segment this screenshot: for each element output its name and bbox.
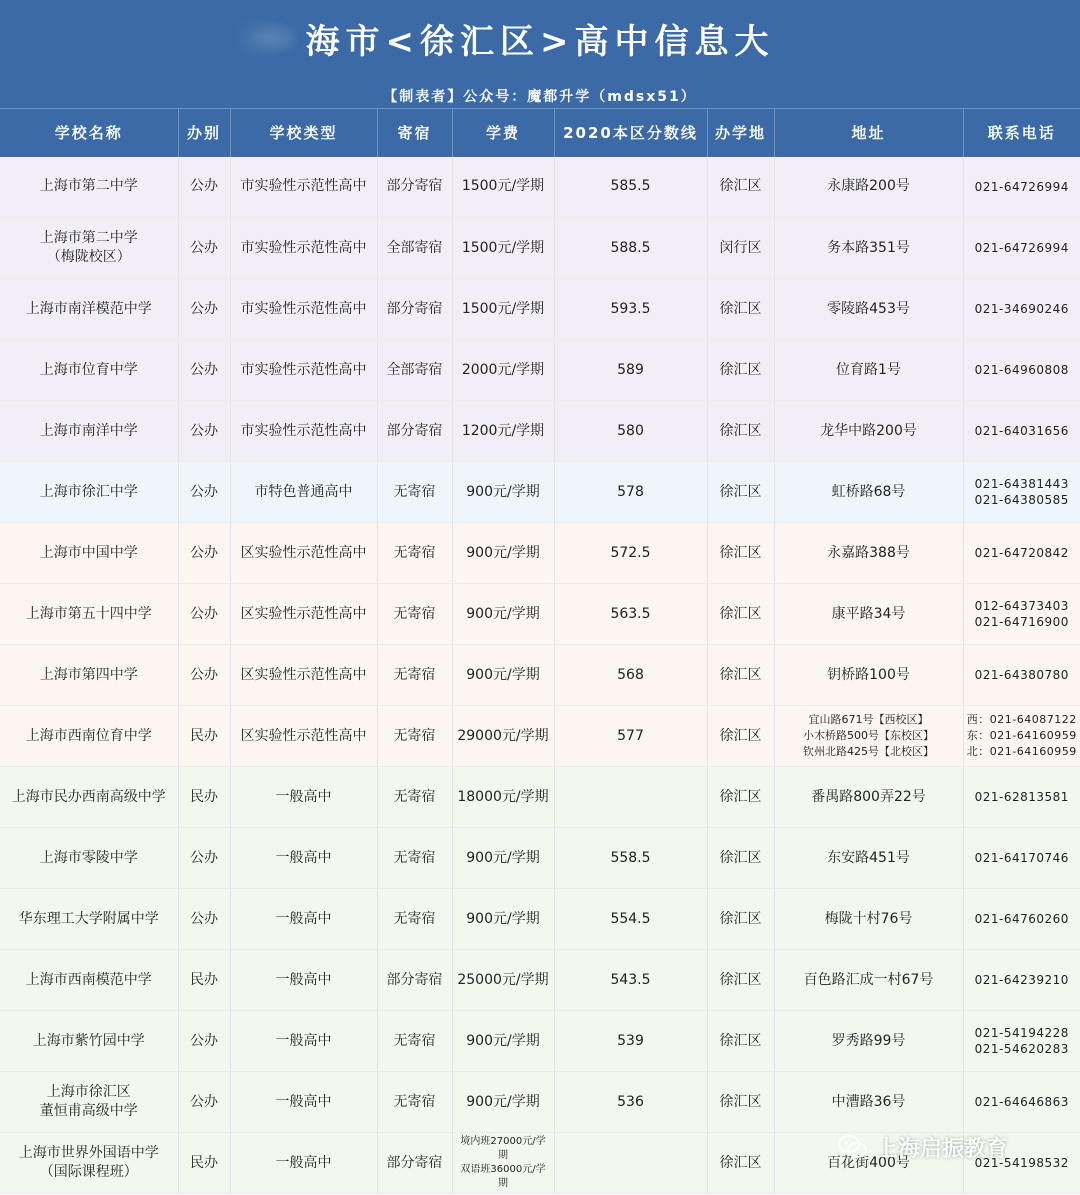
phone-cell: 021-64381443 021-64380585 bbox=[963, 462, 1080, 523]
phone-cell: 021-64380780 bbox=[963, 645, 1080, 706]
tuition-cell: 900元/学期 bbox=[452, 1072, 554, 1133]
address-cell: 零陵路453号 bbox=[774, 279, 963, 340]
ownership-cell: 公办 bbox=[178, 462, 230, 523]
tuition-cell: 1500元/学期 bbox=[452, 218, 554, 279]
boarding-cell: 无寄宿 bbox=[377, 523, 452, 584]
ownership-cell: 公办 bbox=[178, 828, 230, 889]
ownership-cell: 公办 bbox=[178, 584, 230, 645]
watermark-text: 上海启振教育 bbox=[876, 1136, 1009, 1162]
location-cell: 徐汇区 bbox=[707, 889, 774, 950]
ownership-cell: 公办 bbox=[178, 1011, 230, 1072]
location-cell: 徐汇区 bbox=[707, 523, 774, 584]
cutoff-score-cell: 563.5 bbox=[554, 584, 707, 645]
ownership-cell: 公办 bbox=[178, 218, 230, 279]
column-header-tuition: 学费 bbox=[452, 109, 554, 157]
school-type-cell: 一般高中 bbox=[230, 1133, 377, 1194]
location-cell: 徐汇区 bbox=[707, 1133, 774, 1194]
location-cell: 徐汇区 bbox=[707, 767, 774, 828]
boarding-cell: 部分寄宿 bbox=[377, 279, 452, 340]
column-header-school-type: 学校类型 bbox=[230, 109, 377, 157]
phone-cell: 021-54194228 021-54620283 bbox=[963, 1011, 1080, 1072]
address-cell: 东安路451号 bbox=[774, 828, 963, 889]
school-type-cell: 区实验性示范性高中 bbox=[230, 645, 377, 706]
table-row bbox=[0, 584, 1080, 645]
column-header-boarding: 寄宿 bbox=[377, 109, 452, 157]
address-cell: 梅陇十村76号 bbox=[774, 889, 963, 950]
school-type-cell: 市实验性示范性高中 bbox=[230, 218, 377, 279]
table-row bbox=[0, 523, 1080, 584]
cutoff-score-cell: 585.5 bbox=[554, 157, 707, 218]
location-cell: 徐汇区 bbox=[707, 1011, 774, 1072]
location-cell: 徐汇区 bbox=[707, 340, 774, 401]
school-name-cell: 上海市第二中学 bbox=[0, 157, 178, 218]
boarding-cell: 无寄宿 bbox=[377, 645, 452, 706]
phone-cell: 021-64726994 bbox=[963, 218, 1080, 279]
address-cell: 龙华中路200号 bbox=[774, 401, 963, 462]
school-info-table bbox=[0, 108, 1080, 1194]
table-row bbox=[0, 950, 1080, 1011]
column-header-school-name: 学校名称 bbox=[0, 109, 178, 157]
table-row bbox=[0, 279, 1080, 340]
table-row bbox=[0, 706, 1080, 767]
tuition-cell: 1500元/学期 bbox=[452, 279, 554, 340]
ownership-cell: 公办 bbox=[178, 645, 230, 706]
ownership-cell: 民办 bbox=[178, 1133, 230, 1194]
school-name-cell: 上海市世界外国语中学 （国际课程班） bbox=[0, 1133, 178, 1194]
table-row bbox=[0, 889, 1080, 950]
school-name-cell: 华东理工大学附属中学 bbox=[0, 889, 178, 950]
address-cell: 宜山路671号【西校区】 小木桥路500号【东校区】 钦州北路425号【北校区】 bbox=[774, 706, 963, 767]
school-type-cell: 区实验性示范性高中 bbox=[230, 523, 377, 584]
table-row bbox=[0, 218, 1080, 279]
location-cell: 徐汇区 bbox=[707, 645, 774, 706]
tuition-cell: 1500元/学期 bbox=[452, 157, 554, 218]
ownership-cell: 公办 bbox=[178, 523, 230, 584]
school-name-cell: 上海市南洋模范中学 bbox=[0, 279, 178, 340]
boarding-cell: 无寄宿 bbox=[377, 828, 452, 889]
ownership-cell: 公办 bbox=[178, 1072, 230, 1133]
ownership-cell: 公办 bbox=[178, 401, 230, 462]
cutoff-score-cell: 536 bbox=[554, 1072, 707, 1133]
wechat-icon bbox=[838, 1134, 868, 1160]
cutoff-score-cell: 578 bbox=[554, 462, 707, 523]
school-type-cell: 区实验性示范性高中 bbox=[230, 706, 377, 767]
tuition-cell: 1200元/学期 bbox=[452, 401, 554, 462]
phone-cell: 012-64373403 021-64716900 bbox=[963, 584, 1080, 645]
phone-cell: 021-64720842 bbox=[963, 523, 1080, 584]
school-type-cell: 一般高中 bbox=[230, 767, 377, 828]
tuition-cell: 2000元/学期 bbox=[452, 340, 554, 401]
table-row bbox=[0, 157, 1080, 218]
cutoff-score-cell: 543.5 bbox=[554, 950, 707, 1011]
location-cell: 徐汇区 bbox=[707, 1072, 774, 1133]
phone-cell: 021-64170746 bbox=[963, 828, 1080, 889]
table-header-banner bbox=[0, 0, 1080, 108]
table-author-credit: 【制表者】公众号：魔都升学（mdsx51） bbox=[383, 89, 697, 105]
school-type-cell: 一般高中 bbox=[230, 889, 377, 950]
cutoff-score-cell: 558.5 bbox=[554, 828, 707, 889]
cutoff-score-cell bbox=[554, 1133, 707, 1194]
cutoff-score-cell bbox=[554, 767, 707, 828]
tuition-cell: 25000元/学期 bbox=[452, 950, 554, 1011]
column-header-ownership: 办别 bbox=[178, 109, 230, 157]
tuition-cell: 18000元/学期 bbox=[452, 767, 554, 828]
ownership-cell: 公办 bbox=[178, 889, 230, 950]
ownership-cell: 公办 bbox=[178, 157, 230, 218]
column-header-phone: 联系电话 bbox=[963, 109, 1080, 157]
boarding-cell: 全部寄宿 bbox=[377, 340, 452, 401]
school-type-cell: 市实验性示范性高中 bbox=[230, 279, 377, 340]
boarding-cell: 无寄宿 bbox=[377, 1072, 452, 1133]
phone-cell: 021-64646863 bbox=[963, 1072, 1080, 1133]
table-row bbox=[0, 1072, 1080, 1133]
cutoff-score-cell: 539 bbox=[554, 1011, 707, 1072]
tuition-cell: 900元/学期 bbox=[452, 462, 554, 523]
school-name-cell: 上海市民办西南高级中学 bbox=[0, 767, 178, 828]
school-type-cell: 市特色普通高中 bbox=[230, 462, 377, 523]
column-header-location: 办学地 bbox=[707, 109, 774, 157]
table-row bbox=[0, 645, 1080, 706]
location-cell: 徐汇区 bbox=[707, 462, 774, 523]
tuition-cell: 900元/学期 bbox=[452, 523, 554, 584]
location-cell: 闵行区 bbox=[707, 218, 774, 279]
school-name-cell: 上海市第五十四中学 bbox=[0, 584, 178, 645]
location-cell: 徐汇区 bbox=[707, 157, 774, 218]
school-type-cell: 市实验性示范性高中 bbox=[230, 157, 377, 218]
location-cell: 徐汇区 bbox=[707, 706, 774, 767]
tuition-cell: 29000元/学期 bbox=[452, 706, 554, 767]
table-row bbox=[0, 401, 1080, 462]
cutoff-score-cell: 588.5 bbox=[554, 218, 707, 279]
phone-cell: 021-64031656 bbox=[963, 401, 1080, 462]
school-name-cell: 上海市徐汇区 董恒甫高级中学 bbox=[0, 1072, 178, 1133]
address-cell: 康平路34号 bbox=[774, 584, 963, 645]
address-cell: 罗秀路99号 bbox=[774, 1011, 963, 1072]
cutoff-score-cell: 577 bbox=[554, 706, 707, 767]
cutoff-score-cell: 572.5 bbox=[554, 523, 707, 584]
school-type-cell: 区实验性示范性高中 bbox=[230, 584, 377, 645]
school-name-cell: 上海市南洋中学 bbox=[0, 401, 178, 462]
phone-cell: 021-64960808 bbox=[963, 340, 1080, 401]
phone-cell: 西：021-64087122 东：021-64160959 北：021-64160959 bbox=[963, 706, 1080, 767]
ownership-cell: 民办 bbox=[178, 950, 230, 1011]
school-type-cell: 一般高中 bbox=[230, 1072, 377, 1133]
address-cell: 虹桥路68号 bbox=[774, 462, 963, 523]
school-name-cell: 上海市第四中学 bbox=[0, 645, 178, 706]
school-type-cell: 市实验性示范性高中 bbox=[230, 340, 377, 401]
school-name-cell: 上海市西南模范中学 bbox=[0, 950, 178, 1011]
school-type-cell: 一般高中 bbox=[230, 828, 377, 889]
ownership-cell: 民办 bbox=[178, 767, 230, 828]
phone-cell: 021-62813581 bbox=[963, 767, 1080, 828]
ownership-cell: 公办 bbox=[178, 340, 230, 401]
boarding-cell: 无寄宿 bbox=[377, 889, 452, 950]
cutoff-score-cell: 593.5 bbox=[554, 279, 707, 340]
tuition-cell: 900元/学期 bbox=[452, 828, 554, 889]
cutoff-score-cell: 554.5 bbox=[554, 889, 707, 950]
address-cell: 番禺路800弄22号 bbox=[774, 767, 963, 828]
tuition-cell: 900元/学期 bbox=[452, 889, 554, 950]
address-cell: 钥桥路100号 bbox=[774, 645, 963, 706]
phone-cell: 021-34690246 bbox=[963, 279, 1080, 340]
boarding-cell: 无寄宿 bbox=[377, 584, 452, 645]
boarding-cell: 部分寄宿 bbox=[377, 157, 452, 218]
boarding-cell: 无寄宿 bbox=[377, 1011, 452, 1072]
cutoff-score-cell: 568 bbox=[554, 645, 707, 706]
location-cell: 徐汇区 bbox=[707, 401, 774, 462]
location-cell: 徐汇区 bbox=[707, 828, 774, 889]
tuition-cell: 900元/学期 bbox=[452, 584, 554, 645]
table-row bbox=[0, 462, 1080, 523]
boarding-cell: 部分寄宿 bbox=[377, 401, 452, 462]
school-name-cell: 上海市中国中学 bbox=[0, 523, 178, 584]
table-row bbox=[0, 340, 1080, 401]
phone-cell: 021-54198532 bbox=[963, 1133, 1080, 1194]
address-cell: 务本路351号 bbox=[774, 218, 963, 279]
page-title: 海市<徐汇区>高中信息大 bbox=[305, 22, 775, 62]
table-row bbox=[0, 1011, 1080, 1072]
phone-cell: 021-64726994 bbox=[963, 157, 1080, 218]
school-name-cell: 上海市第二中学 （梅陇校区） bbox=[0, 218, 178, 279]
location-cell: 徐汇区 bbox=[707, 950, 774, 1011]
phone-cell: 021-64760260 bbox=[963, 889, 1080, 950]
school-name-cell: 上海市位育中学 bbox=[0, 340, 178, 401]
boarding-cell: 无寄宿 bbox=[377, 767, 452, 828]
cutoff-score-cell: 580 bbox=[554, 401, 707, 462]
school-type-cell: 一般高中 bbox=[230, 1011, 377, 1072]
table-row bbox=[0, 828, 1080, 889]
ownership-cell: 民办 bbox=[178, 706, 230, 767]
cutoff-score-cell: 589 bbox=[554, 340, 707, 401]
school-name-cell: 上海市西南位育中学 bbox=[0, 706, 178, 767]
address-cell: 百花街400号 bbox=[774, 1133, 963, 1194]
table-header-row bbox=[0, 109, 1080, 157]
address-cell: 百色路汇成一村67号 bbox=[774, 950, 963, 1011]
address-cell: 位育路1号 bbox=[774, 340, 963, 401]
table-row bbox=[0, 767, 1080, 828]
watermark bbox=[838, 1130, 1008, 1164]
address-cell: 永嘉路388号 bbox=[774, 523, 963, 584]
column-header-address: 地址 bbox=[774, 109, 963, 157]
address-cell: 中漕路36号 bbox=[774, 1072, 963, 1133]
boarding-cell: 无寄宿 bbox=[377, 462, 452, 523]
column-header-cutoff-score: 2020本区分数线 bbox=[554, 109, 707, 157]
ownership-cell: 公办 bbox=[178, 279, 230, 340]
school-name-cell: 上海市徐汇中学 bbox=[0, 462, 178, 523]
location-cell: 徐汇区 bbox=[707, 279, 774, 340]
address-cell: 永康路200号 bbox=[774, 157, 963, 218]
location-cell: 徐汇区 bbox=[707, 584, 774, 645]
boarding-cell: 部分寄宿 bbox=[377, 950, 452, 1011]
boarding-cell: 部分寄宿 bbox=[377, 1133, 452, 1194]
tuition-cell: 境内班27000元/学 期 双语班36000元/学 期 bbox=[452, 1133, 554, 1194]
boarding-cell: 无寄宿 bbox=[377, 706, 452, 767]
tuition-cell: 900元/学期 bbox=[452, 645, 554, 706]
table-body bbox=[0, 157, 1080, 1194]
school-type-cell: 一般高中 bbox=[230, 950, 377, 1011]
phone-cell: 021-64239210 bbox=[963, 950, 1080, 1011]
tuition-cell: 900元/学期 bbox=[452, 1011, 554, 1072]
school-name-cell: 上海市零陵中学 bbox=[0, 828, 178, 889]
boarding-cell: 全部寄宿 bbox=[377, 218, 452, 279]
school-type-cell: 市实验性示范性高中 bbox=[230, 401, 377, 462]
school-name-cell: 上海市紫竹园中学 bbox=[0, 1011, 178, 1072]
